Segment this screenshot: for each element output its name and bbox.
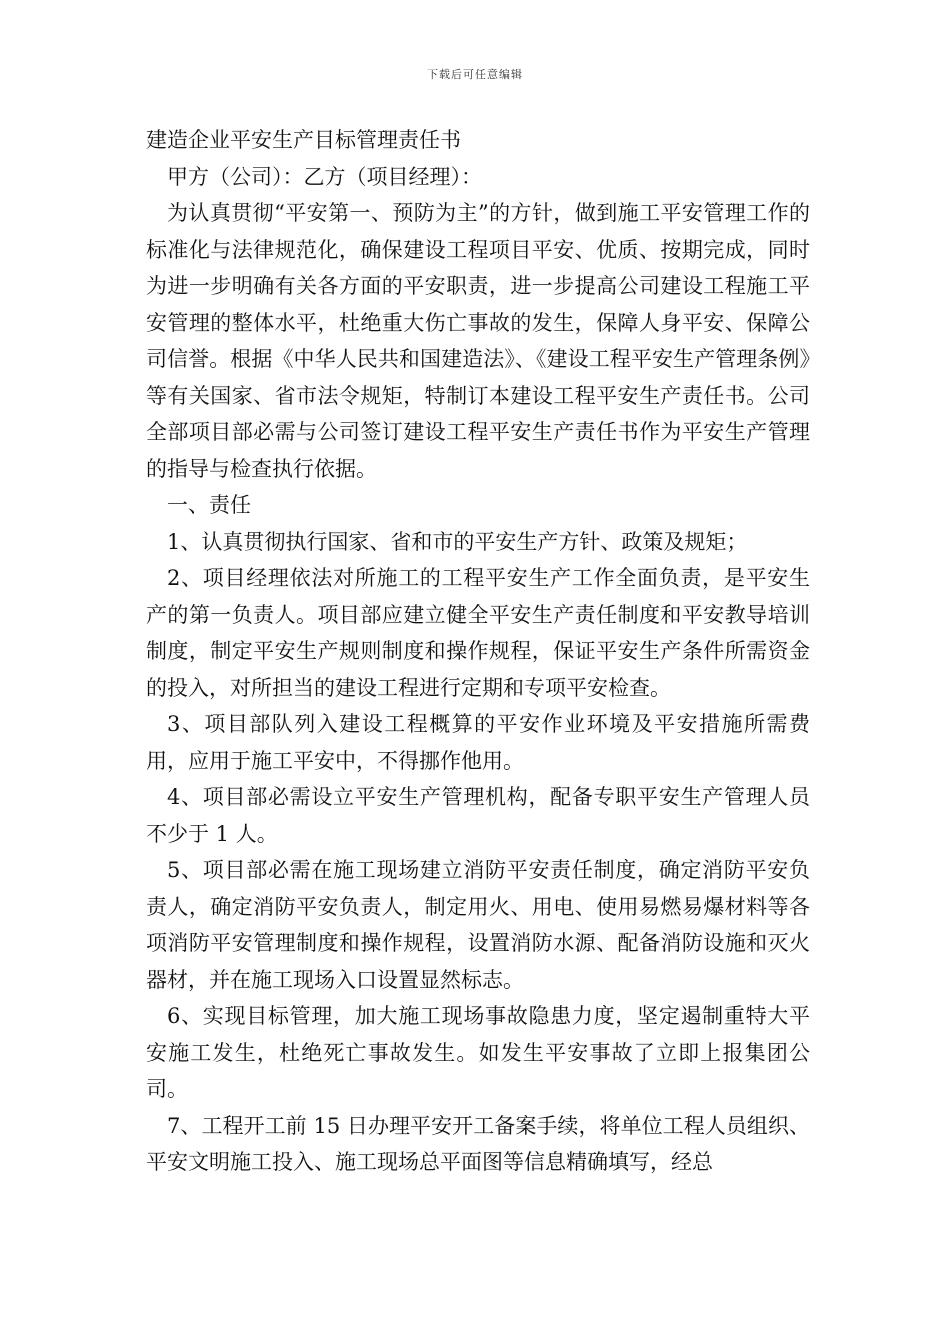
document-title: 建造企业平安生产目标管理责任书 [146, 128, 461, 152]
list-item: 4、项目部必需设立平安生产管理机构，配备专职平安生产管理人员不少于 1 人。 [146, 785, 810, 846]
list-item: 7、工程开工前 15 日办理平安开工备案手续，将单位工程人员组织、平安文明施工投入、施工现场总平面图等信息精确填写，经总 [146, 1113, 810, 1174]
list-item: 6、实现目标管理，加大施工现场事故隐患力度，坚定遏制重特大平安施工发生，杜绝死亡事故发生。如发生平安事故了立即上报集团公司。 [146, 1004, 810, 1101]
section-heading: 一、责任 [167, 493, 251, 517]
document-body [146, 122, 810, 1181]
list-item: 1、认真贯彻执行国家、省和市的平安生产方针、政策及规矩； [167, 529, 748, 554]
list-item: 3、项目部队列入建设工程概算的平安作业环境及平安措施所需费用，应用于施工平安中，不得挪作他用。 [146, 712, 810, 773]
page-header-note: 下载后可任意编辑 [427, 68, 523, 81]
list-item: 2、项目经理依法对所施工的工程平安生产工作全面负责，是平安生产的第一负责人。项目部应建立健全平安生产责任制度和平安教导培训制度，制定平安生产规则制度和操作规程，保证平安生产条件所需资金的投入，对所担当的建设工程进行定期和专项平安检查。 [146, 566, 810, 700]
list-item: 5、项目部必需在施工现场建立消防平安责任制度，确定消防平安负责人，确定消防平安负责人，制定用火、用电、使用易燃易爆材料等各项消防平安管理制度和操作规程，设置消防水源、配备消防设施和灭火器材，并在施工现场入口设置显然标志。 [146, 858, 810, 992]
intro-paragraph: 为认真贯彻“平安第一、预防为主”的方针，做到施工平安管理工作的标准化与法律规范化，确保建设工程项目平安、优质、按期完成，同时为进一步明确有关各方面的平安职责，进一步提高公司建设工程施工平安管理的整体水平，杜绝重大伤亡事故的发生，保障人身平安、保障公司信誉。根据《中华人民共和国建造法》、《建设工程平安生产管理条例》等有关国家、省市法令规矩，特制订本建设工程平安生产责任书。公司全部项目部必需与公司签订建设工程平安生产责任书作为平安生产管理的指导与检查执行依据。 [146, 201, 810, 481]
parties-line: 甲方（公司）：乙方（项目经理）： [167, 164, 482, 189]
